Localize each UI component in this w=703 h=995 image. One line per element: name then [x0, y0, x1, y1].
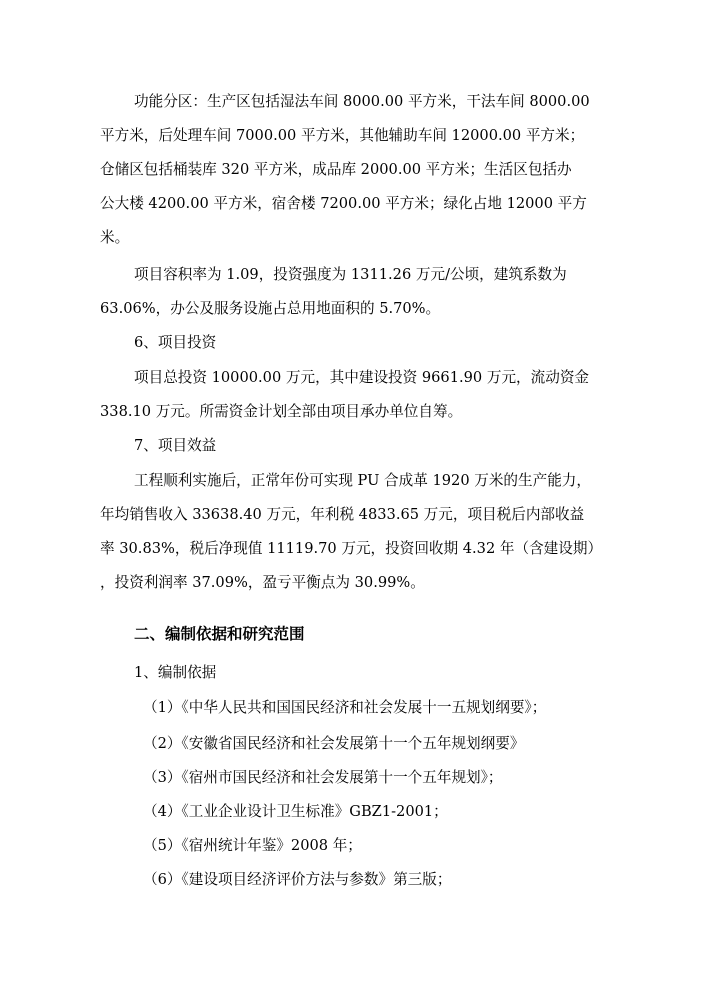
benefit-line-2: 年均销售收入 33638.40 万元，年利税 4833.65 万元，项目税后内部收益: [100, 506, 585, 523]
investment-heading: 6、项目投资: [134, 334, 217, 351]
reference-item: （4）《工业企业设计卫生标准》GBZ1-2001；: [143, 803, 448, 820]
investment-line-1: 项目总投资 10000.00 万元，其中建设投资 9661.90 万元，流动资金: [134, 369, 590, 386]
reference-item: （2）《安徽省国民经济和社会发展第十一个五年规划纲要》: [143, 735, 525, 752]
benefit-line-1: 工程顺利实施后，正常年份可实现 PU 合成革 1920 万米的生产能力，: [134, 472, 591, 489]
zoning-line-5: 米。: [100, 229, 130, 246]
reference-item: （5）《宿州统计年鉴》2008 年；: [143, 837, 362, 854]
benefit-line-4: ，投资利润率 37.09%，盈亏平衡点为 30.99%。: [100, 574, 425, 591]
benefit-heading: 7、项目效益: [134, 437, 217, 454]
ratios-line-1: 项目容积率为 1.09，投资强度为 1311.26 万元/公顷，建筑系数为: [134, 266, 567, 283]
investment-line-2: 338.10 万元。所需资金计划全部由项目承办单位自筹。: [100, 403, 463, 420]
zoning-line-1: 功能分区：生产区包括湿法车间 8000.00 平方米，干法车间 8000.00: [134, 93, 590, 110]
section-heading: 二、编制依据和研究范围: [134, 624, 305, 643]
reference-item: （6）《建设项目经济评价方法与参数》第三版；: [143, 871, 452, 888]
reference-item: （1）《中华人民共和国国民经济和社会发展十一五规划纲要》；: [143, 699, 547, 716]
reference-item: （3）《宿州市国民经济和社会发展第十一个五年规划》；: [143, 769, 503, 786]
ratios-line-2: 63.06%，办公及服务设施占总用地面积的 5.70%。: [100, 300, 441, 317]
zoning-line-2: 平方米，后处理车间 7000.00 平方米，其他辅助车间 12000.00 平方米；: [100, 127, 585, 144]
benefit-line-3: 率 30.83%，税后净现值 11119.70 万元，投资回收期 4.32 年（含建设期）: [100, 540, 603, 557]
zoning-line-3: 仓储区包括桶装库 320 平方米，成品库 2000.00 平方米；生活区包括办: [100, 161, 572, 178]
zoning-line-4: 公大楼 4200.00 平方米，宿舍楼 7200.00 平方米；绿化占地 12000 平方: [100, 195, 587, 212]
basis-heading: 1、编制依据: [134, 664, 217, 681]
